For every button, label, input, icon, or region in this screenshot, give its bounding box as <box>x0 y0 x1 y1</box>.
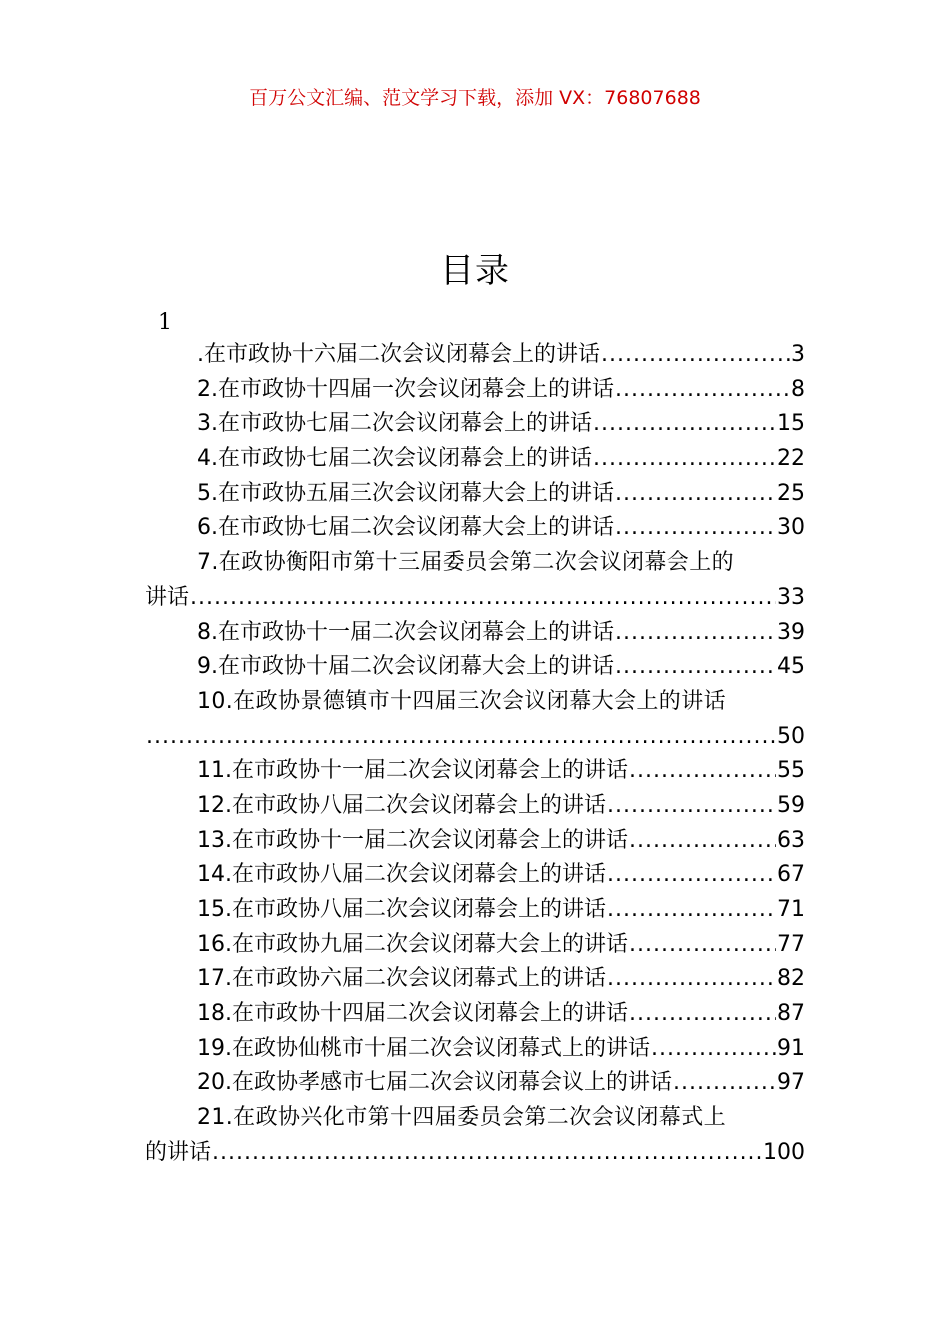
toc-entry-page: 8 <box>791 376 805 402</box>
toc-entry-8[interactable] <box>145 616 805 651</box>
toc-entry-title: 5.在市政协五届三次会议闭幕大会上的讲话 <box>197 480 614 506</box>
toc-entry-page: 30 <box>777 515 805 541</box>
toc-entry-page: 55 <box>777 758 805 784</box>
toc-entry-5[interactable] <box>145 477 805 512</box>
dot-leader <box>651 1032 776 1067</box>
toc-entry-2[interactable] <box>145 373 805 408</box>
dot-leader <box>607 858 776 893</box>
toc-entry-11[interactable] <box>145 754 805 789</box>
toc-entry-9[interactable] <box>145 650 805 685</box>
toc-entry-title: 17.在市政协六届二次会议闭幕式上的讲话 <box>197 966 606 992</box>
toc-entry-6[interactable] <box>145 511 805 546</box>
toc-entry-page: 15 <box>777 411 805 437</box>
toc-entry-14[interactable] <box>145 858 805 893</box>
toc-entry-page: 87 <box>777 1001 805 1027</box>
toc-entry-title: 6.在市政协七届二次会议闭幕大会上的讲话 <box>197 515 614 541</box>
toc-entry-7[interactable] <box>145 546 805 615</box>
toc-entry-title: 18.在市政协十四届二次会议闭幕会上的讲话 <box>197 1001 628 1027</box>
toc-entry-page: 63 <box>777 827 805 853</box>
toc-entry-title: 12.在市政协八届二次会议闭幕会上的讲话 <box>197 792 606 818</box>
toc-entry-page: 71 <box>777 897 805 922</box>
toc-entry-title: 13.在市政协十一届二次会议闭幕会上的讲话 <box>197 827 628 853</box>
toc-entry-20[interactable] <box>145 1066 805 1101</box>
dot-leader <box>190 581 776 616</box>
toc-entry-page: 22 <box>777 446 805 472</box>
toc-entry-title: 4.在市政协七届二次会议闭幕会上的讲话 <box>197 446 592 472</box>
toc-entry-title: 8.在市政协十一届二次会议闭幕会上的讲话 <box>197 619 614 645</box>
toc-entry-page: 59 <box>777 792 805 818</box>
dot-leader <box>673 1066 776 1101</box>
toc-entry-page: 39 <box>777 619 805 645</box>
toc-entry-page: 45 <box>777 654 805 680</box>
dot-leader <box>615 477 776 512</box>
toc-entry-title-continued: 讲话 <box>145 584 190 610</box>
dot-leader <box>601 338 790 373</box>
dot-leader <box>146 720 776 755</box>
stray-list-number: 1 <box>158 310 172 335</box>
toc-entry-page: 50 <box>777 723 805 749</box>
toc-entry-page: 77 <box>777 931 805 957</box>
toc-entry-title: 11.在市政协十一届二次会议闭幕会上的讲话 <box>197 758 628 784</box>
toc-entry-title: 3.在市政协七届二次会议闭幕会上的讲话 <box>197 411 592 437</box>
toc-entry-17[interactable] <box>145 962 805 997</box>
dot-leader <box>615 616 776 651</box>
toc-entry-page: 100 <box>763 1139 805 1165</box>
toc-entry-page: 97 <box>777 1070 805 1096</box>
toc-entry-title: 2.在市政协十四届一次会议闭幕会上的讲话 <box>197 376 614 402</box>
dot-leader <box>629 824 776 859</box>
dot-leader <box>607 962 776 997</box>
toc-entry-15[interactable] <box>145 893 805 928</box>
toc-entry-page: 91 <box>777 1035 805 1061</box>
toc-entry-21[interactable] <box>145 1101 805 1170</box>
toc-entry-title: 14.在市政协八届二次会议闭幕会上的讲话 <box>197 862 606 888</box>
toc-entry-title: 10.在政协景德镇市十四届三次会议闭幕大会上的讲话 <box>197 688 726 714</box>
toc-entry-12[interactable] <box>145 789 805 824</box>
toc-entry-19[interactable] <box>145 1032 805 1067</box>
dot-leader <box>615 511 776 546</box>
toc-entry-10[interactable] <box>145 685 805 754</box>
toc-entry-title: 16.在市政协九届二次会议闭幕大会上的讲话 <box>197 931 628 957</box>
toc-entry-title: 9.在市政协十届二次会议闭幕大会上的讲话 <box>197 654 614 680</box>
toc-entry-title: 21.在政协兴化市第十四届委员会第二次会议闭幕式上 <box>197 1105 726 1131</box>
dot-leader <box>607 789 776 824</box>
table-of-contents <box>145 338 805 1171</box>
dot-leader <box>629 997 776 1032</box>
toc-entry-title: 7.在政协衡阳市第十三届委员会第二次会议闭幕会上的 <box>197 550 734 576</box>
toc-entry-13[interactable] <box>145 824 805 859</box>
dot-leader <box>593 442 776 477</box>
toc-entry-18[interactable] <box>145 997 805 1032</box>
toc-entry-page: 33 <box>777 584 805 610</box>
download-notice: 百万公文汇编、范文学习下载，添加 VX：76807688 <box>249 87 701 109</box>
toc-title: 目录 <box>440 251 510 291</box>
dot-leader <box>593 407 776 442</box>
toc-entry-3[interactable] <box>145 407 805 442</box>
toc-entry-title: 20.在政协孝感市七届二次会议闭幕会议上的讲话 <box>197 1070 672 1096</box>
toc-entry-1[interactable] <box>145 338 805 373</box>
dot-leader <box>607 893 776 928</box>
toc-entry-16[interactable] <box>145 928 805 963</box>
dot-leader <box>615 650 776 685</box>
toc-entry-title: 15.在市政协八届二次会议闭幕会上的讲话 <box>197 897 606 922</box>
toc-entry-page: 3 <box>791 342 805 367</box>
toc-entry-title-continued: 的讲话 <box>145 1139 212 1165</box>
toc-entry-page: 25 <box>777 480 805 506</box>
dot-leader <box>629 754 776 789</box>
toc-entry-page: 82 <box>777 966 805 992</box>
toc-entry-title: .在市政协十六届二次会议闭幕会上的讲话 <box>197 342 600 367</box>
dot-leader <box>615 373 790 408</box>
toc-entry-4[interactable] <box>145 442 805 477</box>
dot-leader <box>212 1136 762 1171</box>
toc-entry-title: 19.在政协仙桃市十届二次会议闭幕式上的讲话 <box>197 1035 650 1061</box>
toc-entry-page: 67 <box>777 862 805 888</box>
dot-leader <box>629 928 776 963</box>
